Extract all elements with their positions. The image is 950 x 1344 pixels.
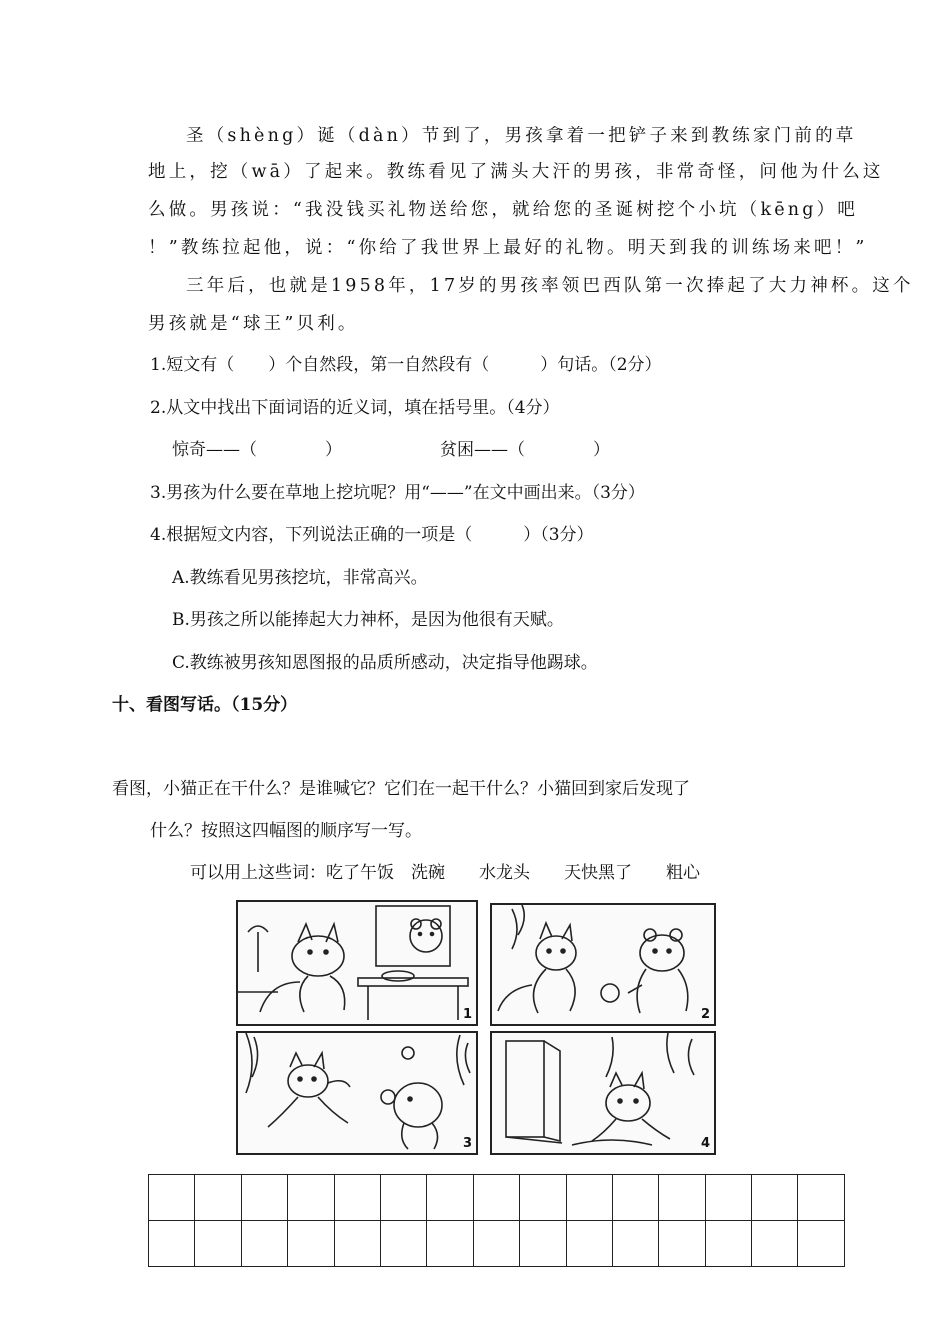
grid-cell[interactable] bbox=[473, 1221, 519, 1267]
grid-cell[interactable] bbox=[705, 1221, 751, 1267]
panel-number-1: 1 bbox=[462, 1007, 472, 1022]
passage-line-2: 地上，挖（wā）了起来。教练看见了满头大汗的男孩，非常奇怪，问他为什么这 bbox=[148, 162, 884, 182]
grid-cell[interactable] bbox=[149, 1175, 195, 1221]
grid-cell[interactable] bbox=[380, 1221, 426, 1267]
grid-cell[interactable] bbox=[612, 1175, 658, 1221]
grid-cell[interactable] bbox=[427, 1221, 473, 1267]
comic-panel-3 bbox=[236, 1031, 478, 1155]
grid-cell[interactable] bbox=[195, 1175, 241, 1221]
passage-line-6: 男孩就是“球王”贝利。 bbox=[148, 314, 359, 334]
grid-cell[interactable] bbox=[520, 1175, 566, 1221]
grid-cell[interactable] bbox=[520, 1221, 566, 1267]
grid-cell[interactable] bbox=[612, 1221, 658, 1267]
grid-cell[interactable] bbox=[427, 1175, 473, 1221]
question-3: 3.男孩为什么要在草地上挖坑呢？用“——”在文中画出来。（3分） bbox=[150, 483, 645, 503]
comic-panel-2 bbox=[490, 903, 716, 1026]
question-4-option-c: C.教练被男孩知恩图报的品质所感动，决定指导他踢球。 bbox=[172, 653, 598, 673]
grid-cell[interactable] bbox=[752, 1175, 798, 1221]
comic-panel-1 bbox=[236, 900, 478, 1026]
passage-line-5: 三年后，也就是1958年，17岁的男孩率领巴西队第一次捧起了大力神杯。这个 bbox=[186, 276, 914, 296]
panel-number-2: 2 bbox=[700, 1007, 710, 1022]
grid-cell[interactable] bbox=[705, 1175, 751, 1221]
section-10-prompt-line-2: 什么？按照这四幅图的顺序写一写。 bbox=[150, 821, 422, 841]
grid-cell[interactable] bbox=[195, 1221, 241, 1267]
kitten-eating-illustration bbox=[238, 902, 476, 1024]
grid-cell[interactable] bbox=[380, 1175, 426, 1221]
writing-grid bbox=[148, 1174, 845, 1267]
section-10-word-bank: 可以用上这些词：吃了午饭 洗碗 水龙头 天快黑了 粗心 bbox=[190, 863, 700, 883]
passage-line-4: ！”教练拉起他，说：“你给了我世界上最好的礼物。明天到我的训练场来吧！” bbox=[148, 238, 868, 258]
grid-cell[interactable] bbox=[473, 1175, 519, 1221]
section-10-title: 十、看图写话。（15分） bbox=[112, 695, 298, 715]
grid-cell[interactable] bbox=[798, 1221, 844, 1267]
kitten-and-bear-playing-ball-illustration bbox=[492, 905, 714, 1024]
passage-line-1: 圣（shèng）诞（dàn）节到了，男孩拿着一把铲子来到教练家门前的草 bbox=[186, 126, 857, 146]
question-4-option-a: A.教练看见男孩挖坑，非常高兴。 bbox=[172, 568, 428, 588]
grid-cell[interactable] bbox=[241, 1221, 287, 1267]
grid-row bbox=[149, 1175, 845, 1221]
kitten-and-bear-running-illustration bbox=[238, 1033, 476, 1153]
question-1: 1.短文有（ ）个自然段，第一自然段有（ ）句话。（2分） bbox=[150, 355, 662, 375]
grid-cell[interactable] bbox=[241, 1175, 287, 1221]
question-4-option-b: B.男孩之所以能捧起大力神杯，是因为他很有天赋。 bbox=[172, 610, 564, 630]
panel-number-4: 4 bbox=[700, 1136, 710, 1151]
grid-cell[interactable] bbox=[752, 1221, 798, 1267]
grid-cell[interactable] bbox=[798, 1175, 844, 1221]
grid-cell[interactable] bbox=[288, 1175, 334, 1221]
grid-cell[interactable] bbox=[659, 1221, 705, 1267]
question-4: 4.根据短文内容，下列说法正确的一项是（ ）（3分） bbox=[150, 525, 594, 545]
question-2-word-2: 贫困——（ ） bbox=[440, 440, 610, 460]
kitten-returns-home-illustration bbox=[492, 1033, 714, 1153]
grid-cell[interactable] bbox=[288, 1221, 334, 1267]
panel-number-3: 3 bbox=[462, 1136, 472, 1151]
grid-cell[interactable] bbox=[334, 1175, 380, 1221]
grid-cell[interactable] bbox=[566, 1175, 612, 1221]
grid-cell[interactable] bbox=[659, 1175, 705, 1221]
grid-row bbox=[149, 1221, 845, 1267]
passage-line-3: 么做。男孩说：“我没钱买礼物送给您，就给您的圣诞树挖个小坑（kēng）吧 bbox=[148, 200, 859, 220]
comic-panel-4 bbox=[490, 1031, 716, 1155]
grid-cell[interactable] bbox=[334, 1221, 380, 1267]
grid-cell[interactable] bbox=[149, 1221, 195, 1267]
grid-cell[interactable] bbox=[566, 1221, 612, 1267]
section-10-prompt-line-1: 看图，小猫正在干什么？是谁喊它？它们在一起干什么？小猫回到家后发现了 bbox=[112, 779, 690, 799]
question-2: 2.从文中找出下面词语的近义词，填在括号里。（4分） bbox=[150, 398, 560, 418]
question-2-word-1: 惊奇——（ ） bbox=[172, 440, 342, 460]
